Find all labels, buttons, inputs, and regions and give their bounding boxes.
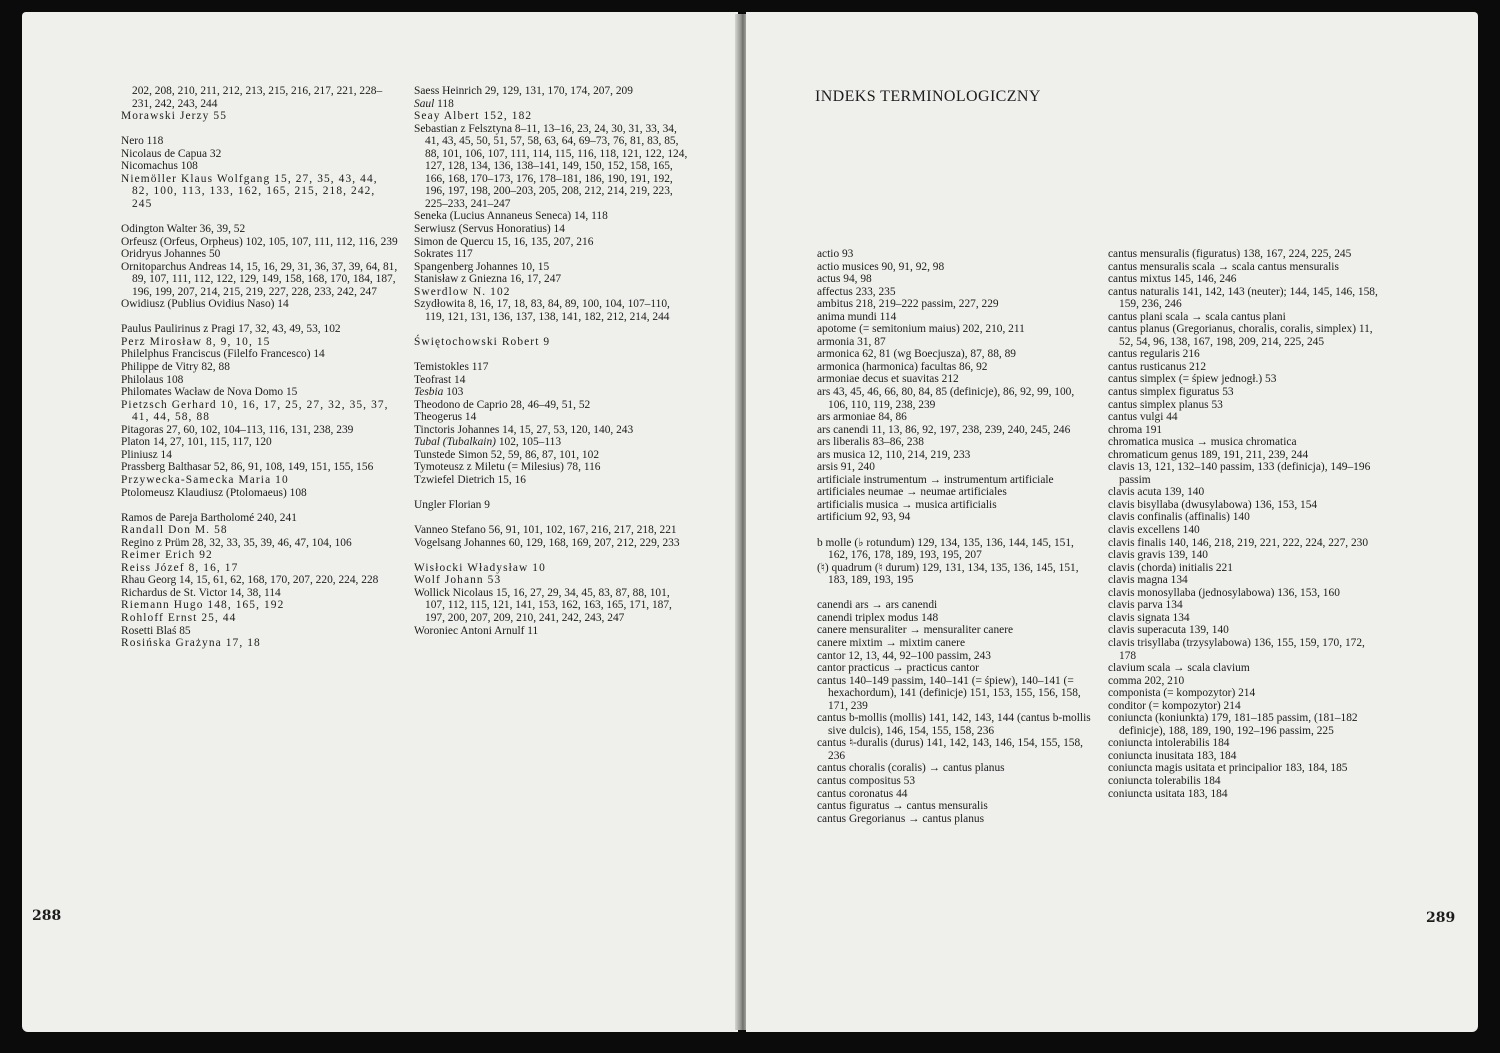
index-entry: affectus 233, 235 — [817, 285, 896, 298]
index-entry: chroma 191 — [1108, 423, 1163, 436]
entry-spacer — [817, 524, 1093, 537]
index-entry: cantus figuratus → cantus mensuralis — [817, 800, 988, 813]
page-number-left: 288 — [32, 908, 62, 924]
index-entry: Simon de Quercu 15, 16, 135, 207, 216 — [414, 235, 594, 248]
index-entry: Ungler Florian 9 — [414, 499, 490, 512]
index-entry: actio musices 90, 91, 92, 98 — [817, 260, 945, 273]
entry-spacer — [121, 311, 398, 324]
index-entry: cantus ♮-duralis (durus) 141, 142, 143, 146, 154, 155, 158, 236 — [817, 737, 1084, 762]
index-entry: armonia 31, 87 — [817, 335, 886, 348]
index-entry: Richardus de St. Victor 14, 38, 114 — [121, 586, 281, 599]
index-entry: cantus b-mollis (mollis) 141, 142, 143, 144 (cantus b-mollis sive dulcis), 146, 154, 155, 158, 236 — [817, 712, 1091, 737]
index-entry: Wollick Nicolaus 15, 16, 27, 29, 34, 45, 83, 87, 88, 101, 107, 112, 115, 121, 141, 153, 162, 163, 165, 171, 187, 197, 200, 207, 209, 210, 241, 242, 243, 247 — [414, 586, 672, 624]
index-entry: Nero 118 — [121, 135, 164, 148]
index-entry: Serwiusz (Servus Honoratius) 14 — [414, 223, 565, 236]
entry-spacer — [414, 487, 691, 500]
index-entry: cantus planus (Gregorianus, choralis, coralis, simplex) 11, 52, 54, 96, 138, 167, 198, 209, 214, 225, 245 — [1108, 323, 1373, 348]
index-entry: clavis bisyllaba (dwusylabowa) 136, 153, 154 — [1108, 498, 1318, 511]
index-entry: cantus plani scala → scala cantus plani — [1108, 310, 1286, 323]
index-entry: Seneka (Lucius Annaneus Seneca) 14, 118 — [414, 210, 608, 223]
index-column-right-1 — [817, 248, 1093, 825]
index-entry: cantus regularis 216 — [1108, 348, 1200, 361]
index-entry: Nicolaus de Capua 32 — [121, 147, 222, 160]
index-entry: artificium 92, 93, 94 — [817, 511, 911, 524]
left-page — [22, 12, 738, 1032]
index-entry: canere mensuraliter → mensuraliter canere — [817, 624, 1014, 637]
index-entry: cantus Gregorianus → cantus planus — [817, 812, 985, 825]
index-entry: clavis parva 134 — [1108, 599, 1183, 612]
index-entry: Ramos de Pareja Bartholomé 240, 241 — [121, 511, 297, 524]
index-entry: ars armoniae 84, 86 — [817, 411, 907, 424]
index-entry: cantus rusticanus 212 — [1108, 360, 1207, 373]
index-entry: cantus simplex figuratus 53 — [1108, 386, 1234, 399]
index-entry: arsis 91, 240 — [817, 461, 875, 474]
index-entry: Tymoteusz z Miletu (= Milesius) 78, 116 — [414, 461, 601, 474]
entry-spacer — [414, 323, 691, 336]
index-entry: Niemöller Klaus Wolfgang 15, 27, 35, 43, 44, 82, 100, 113, 133, 162, 165, 215, 218, 242, 245 — [121, 172, 378, 210]
index-entry: Wolf Johann 53 — [414, 574, 502, 587]
index-entry: coniuncta magis usitata et principalior 183, 184, 185 — [1108, 762, 1348, 775]
index-entry: apotome (= semitonium maius) 202, 210, 211 — [817, 323, 1025, 336]
index-entry: cantus simplex planus 53 — [1108, 398, 1223, 411]
index-entry: Temistokles 117 — [414, 361, 489, 374]
index-column-left-2 — [414, 85, 691, 637]
index-entry: clavis excellens 140 — [1108, 524, 1200, 537]
index-entry: comma 202, 210 — [1108, 674, 1185, 687]
index-entry: Tunstede Simon 52, 59, 86, 87, 101, 102 — [414, 448, 600, 461]
index-entry: Teofrast 14 — [414, 373, 466, 386]
index-entry: Paulus Paulirinus z Pragi 17, 32, 43, 49, 53, 102 — [121, 323, 341, 336]
index-entry: Pitagoras 27, 60, 102, 104–113, 116, 131, 238, 239 — [121, 423, 354, 436]
index-entry: Vogelsang Johannes 60, 129, 168, 169, 207, 212, 229, 233 — [414, 536, 680, 549]
index-entry: (♮) quadrum (♮ durum) 129, 131, 134, 135, 136, 145, 151, 183, 189, 193, 195 — [817, 561, 1079, 587]
entry-spacer — [817, 587, 1093, 600]
index-entry: Owidiusz (Publius Ovidius Naso) 14 — [121, 298, 289, 311]
index-entry: Reiss Józef 8, 16, 17 — [121, 561, 239, 574]
entry-spacer — [121, 123, 398, 136]
index-entry: Woroniec Antoni Arnulf 11 — [414, 624, 539, 637]
index-entry: Philelphus Franciscus (Filelfo Francesco) 14 — [121, 348, 325, 361]
index-entry: Sebastian z Felsztyna 8–11, 13–16, 23, 24, 30, 31, 33, 34, 41, 43, 45, 50, 51, 57, 58, 63, 64, 69–73, 76, 81, 83, 85, 88, 101, 106, 107, 111, 114, 115, 116, 118, 121, 122, 124, 127, 128, 134, 136, 138–141, 149, 150, 152, 158, 165, 166, 168, 170–173, 176, 178–181, 186, 190, 191, 192, 196, 197, 198, 200–203, 205, 208, 212, 214, 219, 223, 225–233, 241–247 — [414, 122, 688, 210]
index-entry: Tesbia 103 — [414, 386, 464, 399]
index-entry: clavis confinalis (affinalis) 140 — [1108, 511, 1250, 524]
index-entry: Seay Albert 152, 182 — [414, 110, 533, 123]
index-entry: Ornitoparchus Andreas 14, 15, 16, 29, 31, 36, 37, 39, 64, 81, 89, 107, 111, 112, 122, 129, 149, 158, 168, 170, 184, 187, 196, 199, 207, 214, 215, 219, 227, 228, 233, 242, 247 — [121, 260, 398, 298]
index-entry: canendi ars → ars canendi — [817, 599, 938, 612]
index-entry: Vanneo Stefano 56, 91, 101, 102, 167, 216, 217, 218, 221 — [414, 524, 677, 537]
right-page — [746, 12, 1478, 1032]
index-entry: Swerdlow N. 102 — [414, 285, 511, 298]
index-entry: cantus simplex (= śpiew jednogł.) 53 — [1108, 373, 1277, 386]
index-entry: clavis finalis 140, 146, 218, 219, 221, 222, 224, 227, 230 — [1108, 536, 1369, 549]
index-entry: Orfeusz (Orfeus, Orpheus) 102, 105, 107, 111, 112, 116, 239 — [121, 235, 398, 248]
index-entry: artificiale instrumentum → instrumentum artificiale — [817, 473, 1054, 486]
index-entry: Pietzsch Gerhard 10, 16, 17, 25, 27, 32, 35, 37, 41, 44, 58, 88 — [121, 398, 389, 424]
index-entry: Saul 118 — [414, 97, 454, 110]
index-entry: clavis acuta 139, 140 — [1108, 486, 1205, 499]
index-entry: clavis trisyllaba (trzysylabowa) 136, 155, 159, 170, 172, 178 — [1108, 636, 1365, 662]
index-entry: artificialis musica → musica artificialis — [817, 498, 997, 511]
index-entry: clavis superacuta 139, 140 — [1108, 624, 1229, 637]
index-entry: Perz Mirosław 8, 9, 10, 15 — [121, 335, 271, 348]
index-entry: b molle (♭ rotundum) 129, 134, 135, 136, 144, 145, 151, 162, 176, 178, 189, 193, 195, 207 — [817, 536, 1074, 562]
index-entry: clavis (chorda) initialis 221 — [1108, 561, 1233, 574]
index-entry: coniuncta (koniunkta) 179, 181–185 passim, (181–182 definicje), 188, 189, 190, 192–196 passim, 225 — [1108, 712, 1358, 737]
index-entry: Odington Walter 36, 39, 52 — [121, 223, 246, 236]
section-heading: INDEKS TERMINOLOGICZNY — [815, 88, 1041, 105]
index-entry: Świętochowski Robert 9 — [414, 335, 551, 348]
index-entry: Platon 14, 27, 101, 115, 117, 120 — [121, 436, 272, 449]
index-entry: artificiales neumae → neumae artificiales — [817, 486, 1007, 499]
index-entry: ars canendi 11, 13, 86, 92, 197, 238, 239, 240, 245, 246 — [817, 423, 1071, 436]
index-entry: cantus compositus 53 — [817, 774, 916, 787]
index-entry: armoniae decus et suavitas 212 — [817, 373, 959, 386]
entry-spacer — [414, 348, 691, 361]
index-entry: cantor practicus → practicus cantor — [817, 662, 979, 675]
index-entry: clavis signata 134 — [1108, 611, 1190, 624]
index-entry: Szydłowita 8, 16, 17, 18, 83, 84, 89, 100, 104, 107–110, 119, 121, 131, 136, 137, 138, 141, 182, 212, 214, 244 — [414, 298, 670, 323]
index-entry: Theodono de Caprio 28, 46–49, 51, 52 — [414, 398, 591, 411]
index-entry: Theogerus 14 — [414, 411, 477, 424]
index-entry: clavis 13, 121, 132–140 passim, 133 (definicja), 149–196 passim — [1108, 461, 1371, 486]
index-entry: coniuncta tolerabilis 184 — [1108, 774, 1221, 787]
entry-spacer — [414, 549, 691, 562]
index-entry: Sokrates 117 — [414, 248, 473, 261]
index-entry: Pliniusz 14 — [121, 448, 172, 461]
index-entry: Tubal (Tubalkain) 102, 105–113 — [414, 436, 562, 449]
index-entry: clavis gravis 139, 140 — [1108, 549, 1208, 562]
index-entry: coniuncta inusitata 183, 184 — [1108, 749, 1237, 762]
index-entry: conditor (= kompozytor) 214 — [1108, 699, 1241, 712]
index-entry: Philomates Wacław de Nova Domo 15 — [121, 386, 298, 399]
index-entry: cantus 140–149 passim, 140–141 (= śpiew), 140–141 (= hexachordum), 141 (definicje) 151, 153, 155, 156, 158, 171, 239 — [817, 674, 1081, 712]
index-column-left-1 — [121, 85, 398, 650]
index-entry: cantor 12, 13, 44, 92–100 passim, 243 — [817, 649, 992, 662]
index-entry: clavis monosyllaba (jednosylabowa) 136, 153, 160 — [1108, 586, 1340, 599]
index-entry: coniuncta intolerabilis 184 — [1108, 737, 1230, 750]
index-entry: Saess Heinrich 29, 129, 131, 170, 174, 207, 209 — [414, 85, 633, 97]
index-entry: canere mixtim → mixtim canere — [817, 636, 966, 649]
index-entry: Oridryus Johannes 50 — [121, 248, 221, 261]
index-entry: Nicomachus 108 — [121, 160, 198, 173]
index-entry: coniuncta usitata 183, 184 — [1108, 787, 1228, 800]
index-entry: chromaticum genus 189, 191, 211, 239, 244 — [1108, 448, 1309, 461]
index-entry: Przywecka-Samecka Maria 10 — [121, 473, 289, 486]
index-entry: 202, 208, 210, 211, 212, 213, 215, 216, 217, 221, 228–231, 242, 243, 244 — [132, 85, 383, 110]
index-entry: Wisłocki Władysław 10 — [414, 561, 546, 574]
index-entry: clavium scala → scala clavium — [1108, 662, 1250, 675]
index-entry: Randall Don M. 58 — [121, 524, 228, 537]
page-number-right: 289 — [1426, 910, 1456, 926]
index-entry: ambitus 218, 219–222 passim, 227, 229 — [817, 298, 999, 311]
index-entry: Regino z Prüm 28, 32, 33, 35, 39, 46, 47, 104, 106 — [121, 536, 352, 549]
index-entry: clavis magna 134 — [1108, 574, 1188, 587]
index-entry: ars liberalis 83–86, 238 — [817, 436, 924, 449]
index-entry: armonica (harmonica) facultas 86, 92 — [817, 360, 988, 373]
index-entry: Rosińska Grażyna 17, 18 — [121, 637, 261, 650]
index-entry: Philippe de Vitry 82, 88 — [121, 361, 230, 374]
index-entry: cantus naturalis 141, 142, 143 (neuter); 144, 145, 146, 158, 159, 236, 246 — [1108, 285, 1378, 311]
index-entry: Tzwiefel Dietrich 15, 16 — [414, 473, 526, 486]
index-entry: cantus mensuralis scala → scala cantus mensuralis — [1108, 260, 1339, 273]
index-column-right-2 — [1108, 248, 1384, 800]
index-entry: Spangenberg Johannes 10, 15 — [414, 260, 550, 273]
entry-spacer — [121, 210, 398, 223]
index-entry: Tinctoris Johannes 14, 15, 27, 53, 120, 140, 243 — [414, 423, 634, 436]
index-entry: Prassberg Balthasar 52, 86, 91, 108, 149, 151, 155, 156 — [121, 461, 374, 474]
index-entry: Rhau Georg 14, 15, 61, 62, 168, 170, 207, 220, 224, 228 — [121, 574, 379, 587]
index-entry: Philolaus 108 — [121, 373, 184, 386]
index-entry: cantus vulgi 44 — [1108, 411, 1178, 424]
index-entry: Rosetti Blaś 85 — [121, 624, 191, 637]
index-entry: Ptolomeusz Klaudiusz (Ptolomaeus) 108 — [121, 486, 307, 499]
index-entry: Stanisław z Gniezna 16, 17, 247 — [414, 273, 562, 286]
index-entry: canendi triplex modus 148 — [817, 611, 939, 624]
index-entry: Morawski Jerzy 55 — [121, 110, 228, 123]
index-entry: armonica 62, 81 (wg Boecjusza), 87, 88, 89 — [817, 348, 1016, 361]
index-entry: componista (= kompozytor) 214 — [1108, 687, 1256, 700]
index-entry: Reimer Erich 92 — [121, 549, 213, 562]
index-entry: Riemann Hugo 148, 165, 192 — [121, 599, 285, 612]
index-entry: anima mundi 114 — [817, 310, 897, 323]
index-entry: cantus mixtus 145, 146, 246 — [1108, 273, 1237, 286]
entry-spacer — [414, 512, 691, 525]
index-entry: cantus coronatus 44 — [817, 787, 908, 800]
entry-spacer — [121, 499, 398, 512]
index-entry: cantus choralis (coralis) → cantus planus — [817, 762, 1005, 775]
index-entry: chromatica musica → musica chromatica — [1108, 436, 1297, 449]
index-entry: cantus mensuralis (figuratus) 138, 167, 224, 225, 245 — [1108, 248, 1352, 260]
index-entry: Rohloff Ernst 25, 44 — [121, 611, 237, 624]
index-entry: ars musica 12, 110, 214, 219, 233 — [817, 448, 971, 461]
index-entry: actus 94, 98 — [817, 273, 872, 286]
index-entry: actio 93 — [817, 248, 854, 260]
index-entry: ars 43, 45, 46, 66, 80, 84, 85 (definicje), 86, 92, 99, 100, 106, 110, 119, 238, 239 — [817, 386, 1075, 411]
